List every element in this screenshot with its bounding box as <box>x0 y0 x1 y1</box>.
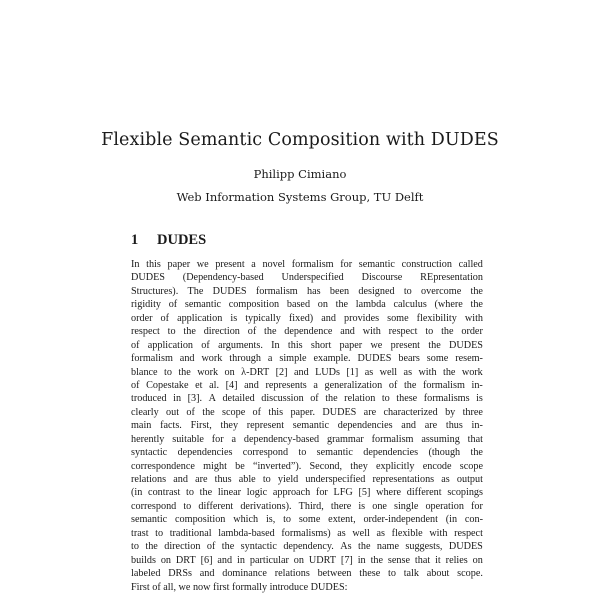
body-line: blance to the work on λ-DRT [2] and LUDs [1] as well as with the work <box>131 366 483 378</box>
body-line: to the direction of the syntactic dependency. As the name suggests, DUDES <box>131 541 483 553</box>
body-line: clearly out of the scope of this paper. DUDES are characterized by three <box>131 406 483 418</box>
body-line: In this paper we present a novel formalism for semantic construction called <box>131 259 483 270</box>
body-line: First of all, we now first formally introduce DUDES: <box>131 581 348 593</box>
body-line: semantic composition which is, to some extent, order-independent (in con- <box>131 514 483 526</box>
paper-author: Philipp Cimiano <box>253 167 347 181</box>
body-line: troduced in [3]. A detailed discussion of the relation to these formalisms is <box>131 393 483 405</box>
body-line: formalism and work through a simple example. DUDES bears some resem- <box>131 353 483 365</box>
section-number: 1 <box>131 232 139 248</box>
section-title: DUDES <box>157 232 207 248</box>
body-line: of application of arguments. In this short paper we present the DUDES <box>131 339 483 351</box>
body-line: main facts. First, they represent semantic dependencies and are thus in- <box>131 420 483 432</box>
body-line: syntactic dependencies correspond to semantic dependencies (though the <box>131 447 483 459</box>
body-line: trast to traditional lambda-based formalisms) as well as flexible with respect <box>131 527 483 539</box>
body-line: builds on DRT [6] and in particular on UDRT [7] in the sense that it relies on <box>131 554 483 566</box>
paper-title: Flexible Semantic Composition with DUDES <box>101 130 499 150</box>
body-line: correspondence might be “inverted”). Second, they explicitly encode scope <box>131 460 483 472</box>
body-line: Structures). The DUDES formalism has been designed to overcome the <box>131 285 483 297</box>
body-line: respect to the direction of the dependence and with respect to the order <box>131 326 483 338</box>
body-line: correspond to different derivations). Third, there is one single operation for <box>131 500 483 512</box>
body-line: (in contrast to the linear logic approach for LFG [5] where different scopings <box>131 487 483 499</box>
body-line: DUDES (Dependency-based Underspecified Discourse REpresentation <box>131 272 483 284</box>
body-line: order of application is typically fixed) and provides some flexibility with <box>131 312 483 324</box>
body-line: rigidity of semantic composition based on the lambda calculus (where the <box>131 299 483 311</box>
body-line: relations and are thus able to yield underspecified representations as output <box>131 474 483 485</box>
body-line: of Copestake et al. [4] and represents a generalization of the formalism in- <box>131 379 483 391</box>
body-line: herently suitable for a dependency-based grammar formalism assuming that <box>131 433 483 445</box>
body-text <box>131 258 483 594</box>
body-line: labeled DRSs and dominance relations between these to talk about scope. <box>131 568 483 580</box>
paper-affiliation: Web Information Systems Group, TU Delft <box>176 190 424 204</box>
section-heading <box>131 232 206 249</box>
